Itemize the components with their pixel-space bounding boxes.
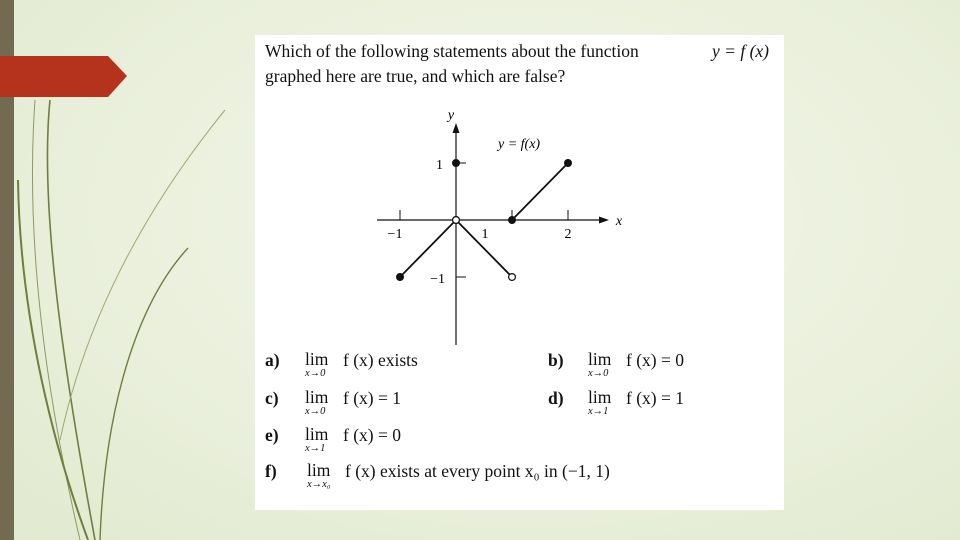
closed-point bbox=[397, 274, 404, 281]
question-line-1: Which of the following statements about the function bbox=[265, 41, 639, 61]
question-line-2: graphed here are true, and which are false? bbox=[265, 66, 566, 86]
lim-word: lim bbox=[305, 424, 329, 444]
x-axis-arrow bbox=[599, 217, 609, 224]
lim-subscript: x→0 bbox=[305, 368, 326, 379]
statement-letter: f) bbox=[265, 461, 277, 481]
lim-subscript: x→0 bbox=[305, 406, 326, 417]
limit-operator bbox=[305, 388, 328, 417]
statement-expression: f (x) = 0 bbox=[343, 425, 401, 445]
limit-operator bbox=[305, 425, 328, 454]
function-graph bbox=[365, 105, 635, 360]
lim-subscript: x→x₀ bbox=[307, 479, 331, 490]
tick-label-x-2: 2 bbox=[564, 227, 572, 242]
statement-expression: f (x) = 0 bbox=[626, 350, 684, 370]
closed-point bbox=[509, 217, 516, 224]
statement-letter: e) bbox=[265, 425, 279, 445]
function-notation: y = f (x) bbox=[712, 41, 769, 61]
limit-operator bbox=[305, 350, 328, 379]
graph-segment bbox=[400, 220, 456, 277]
tick-label-y-1: 1 bbox=[436, 158, 443, 173]
graph-segment bbox=[512, 163, 568, 220]
statement-expression: f (x) exists at every point x₀ in (−1, 1) bbox=[345, 461, 610, 481]
lim-subscript: x→1 bbox=[305, 443, 326, 454]
statement-letter: a) bbox=[265, 350, 280, 370]
y-axis-arrow bbox=[453, 123, 460, 133]
limit-operator bbox=[307, 461, 330, 490]
x-axis-label: x bbox=[615, 214, 623, 229]
problem-card bbox=[255, 35, 784, 510]
lim-subscript: x→0 bbox=[588, 368, 609, 379]
lim-word: lim bbox=[588, 349, 612, 369]
statement-letter: d) bbox=[548, 388, 564, 408]
y-axis-label: y bbox=[447, 108, 455, 123]
statement-expression: f (x) = 1 bbox=[343, 388, 401, 408]
tick-label-x-neg1: −1 bbox=[387, 227, 403, 242]
tick-label-x-1: 1 bbox=[481, 227, 489, 242]
curve-label: y = f(x) bbox=[498, 137, 541, 152]
limit-operator bbox=[588, 350, 611, 379]
open-point bbox=[509, 274, 516, 281]
lim-word: lim bbox=[305, 349, 329, 369]
statement-expression: f (x) = 1 bbox=[626, 388, 684, 408]
limit-operator bbox=[588, 388, 611, 417]
question-text bbox=[265, 39, 775, 89]
closed-point bbox=[453, 160, 460, 167]
lim-word: lim bbox=[305, 387, 329, 407]
lim-subscript: x→1 bbox=[588, 406, 609, 417]
statement-letter: b) bbox=[548, 350, 564, 370]
closed-point bbox=[565, 160, 572, 167]
statement-expression: f (x) exists bbox=[343, 350, 418, 370]
axes bbox=[377, 123, 609, 345]
open-point bbox=[453, 217, 460, 224]
lim-word: lim bbox=[307, 460, 331, 480]
statement-letter: c) bbox=[265, 388, 279, 408]
tick-label-y-neg1: −1 bbox=[430, 272, 445, 287]
decorative-lines bbox=[0, 0, 260, 540]
lim-word: lim bbox=[588, 387, 612, 407]
